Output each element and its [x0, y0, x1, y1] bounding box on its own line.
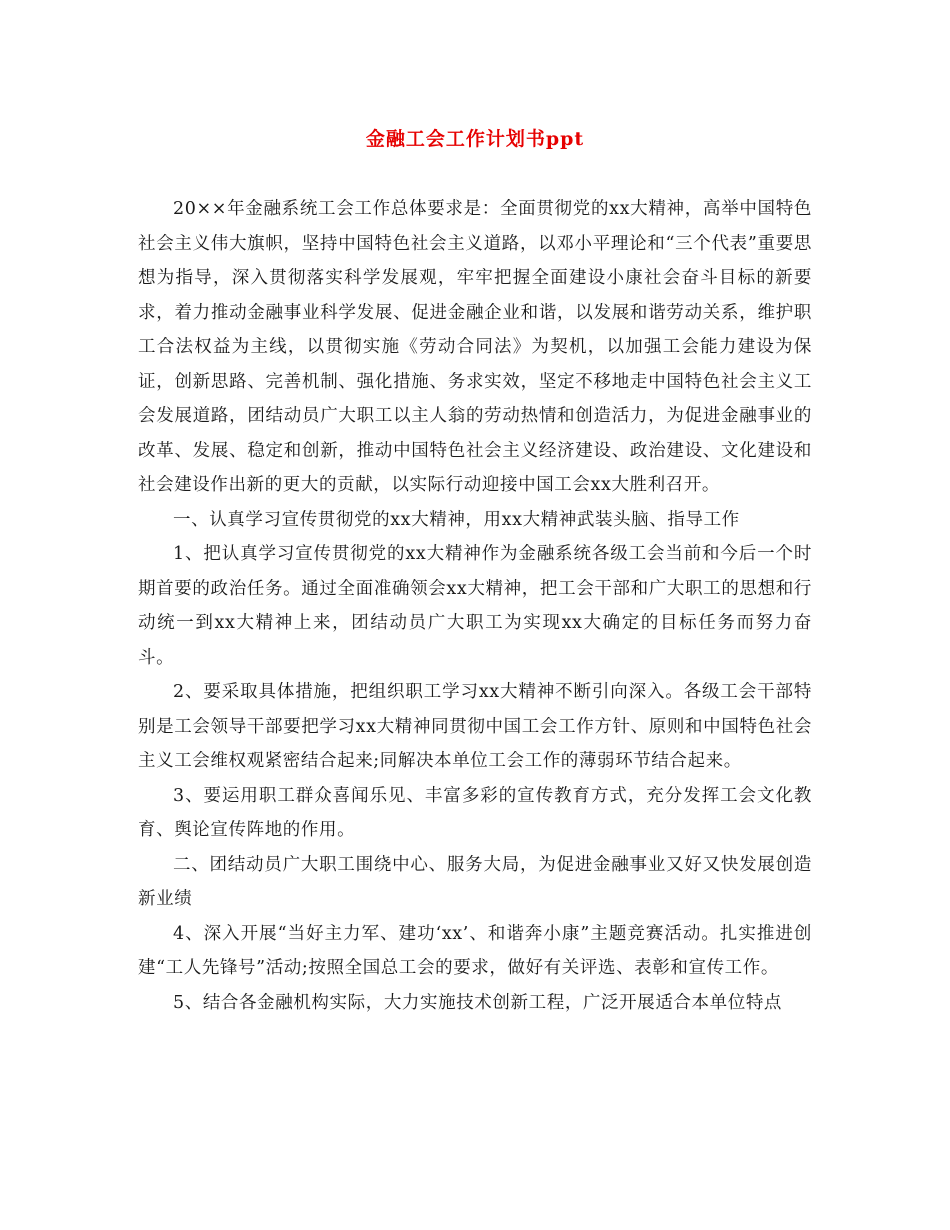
paragraph-item-1: 1、把认真学习宣传贯彻党的xx大精神作为金融系统各级工会当前和今后一个时期首要的政治任务。通过全面准确领会xx大精神，把工会干部和广大职工的思想和行动统一到xx大精神上来，团结动员广大职工为实现xx大确定的目标任务而努力奋斗。: [138, 544, 812, 668]
document-title: 金融工会工作计划书ppt: [365, 128, 585, 150]
paragraph-item-2: 2、要采取具体措施，把组织职工学习xx大精神不断引向深入。各级工会干部特别是工会领导干部要把学习xx大精神同贯彻中国工会工作方针、原则和中国特色社会主义工会维权观紧密结合起来;同解决本单位工会工作的薄弱环节结合起来。: [138, 682, 812, 771]
section-heading-1: 一、认真学习宣传贯彻党的xx大精神，用xx大精神武装头脑、指导工作: [173, 509, 740, 530]
section-heading-2: 二、团结动员广大职工围绕中心、服务大局，为促进金融事业又好又快发展创造新业绩: [138, 854, 812, 909]
paragraph-intro: 20××年金融系统工会工作总体要求是：全面贯彻党的xx大精神，高举中国特色社会主义伟大旗帜，坚持中国特色社会主义道路，以邓小平理论和“三个代表”重要思想为指导，深入贯彻落实科学发展观，牢牢把握全面建设小康社会奋斗目标的新要求，着力推动金融事业科学发展、促进金融企业和谐，以发展和谐劳动关系，维护职工合法权益为主线，以贯彻实施《劳动合同法》为契机，以加强工会能力建设为保证，创新思路、完善机制、强化措施、务求实效，坚定不移地走中国特色社会主义工会发展道路，团结动员广大职工以主人翁的劳动热情和创造活力，为促进金融事业的改革、发展、稳定和创新，推动中国特色社会主义经济建设、政治建设、文化建设和社会建设作出新的更大的贡献，以实际行动迎接中国工会xx大胜利召开。: [138, 199, 812, 495]
paragraph-item-3: 3、要运用职工群众喜闻乐见、丰富多彩的宣传教育方式，充分发挥工会文化教育、舆论宣传阵地的作用。: [138, 785, 812, 840]
paragraph-item-5: 5、结合各金融机构实际，大力实施技术创新工程，广泛开展适合本单位特点: [173, 992, 783, 1013]
document-body: [138, 192, 812, 1020]
paragraph-item-4: 4、深入开展“当好主力军、建功‘xx’、和谐奔小康”主题竞赛活动。扎实推进创建“工人先锋号”活动;按照全国总工会的要求，做好有关评选、表彰和宣传工作。: [138, 923, 812, 978]
